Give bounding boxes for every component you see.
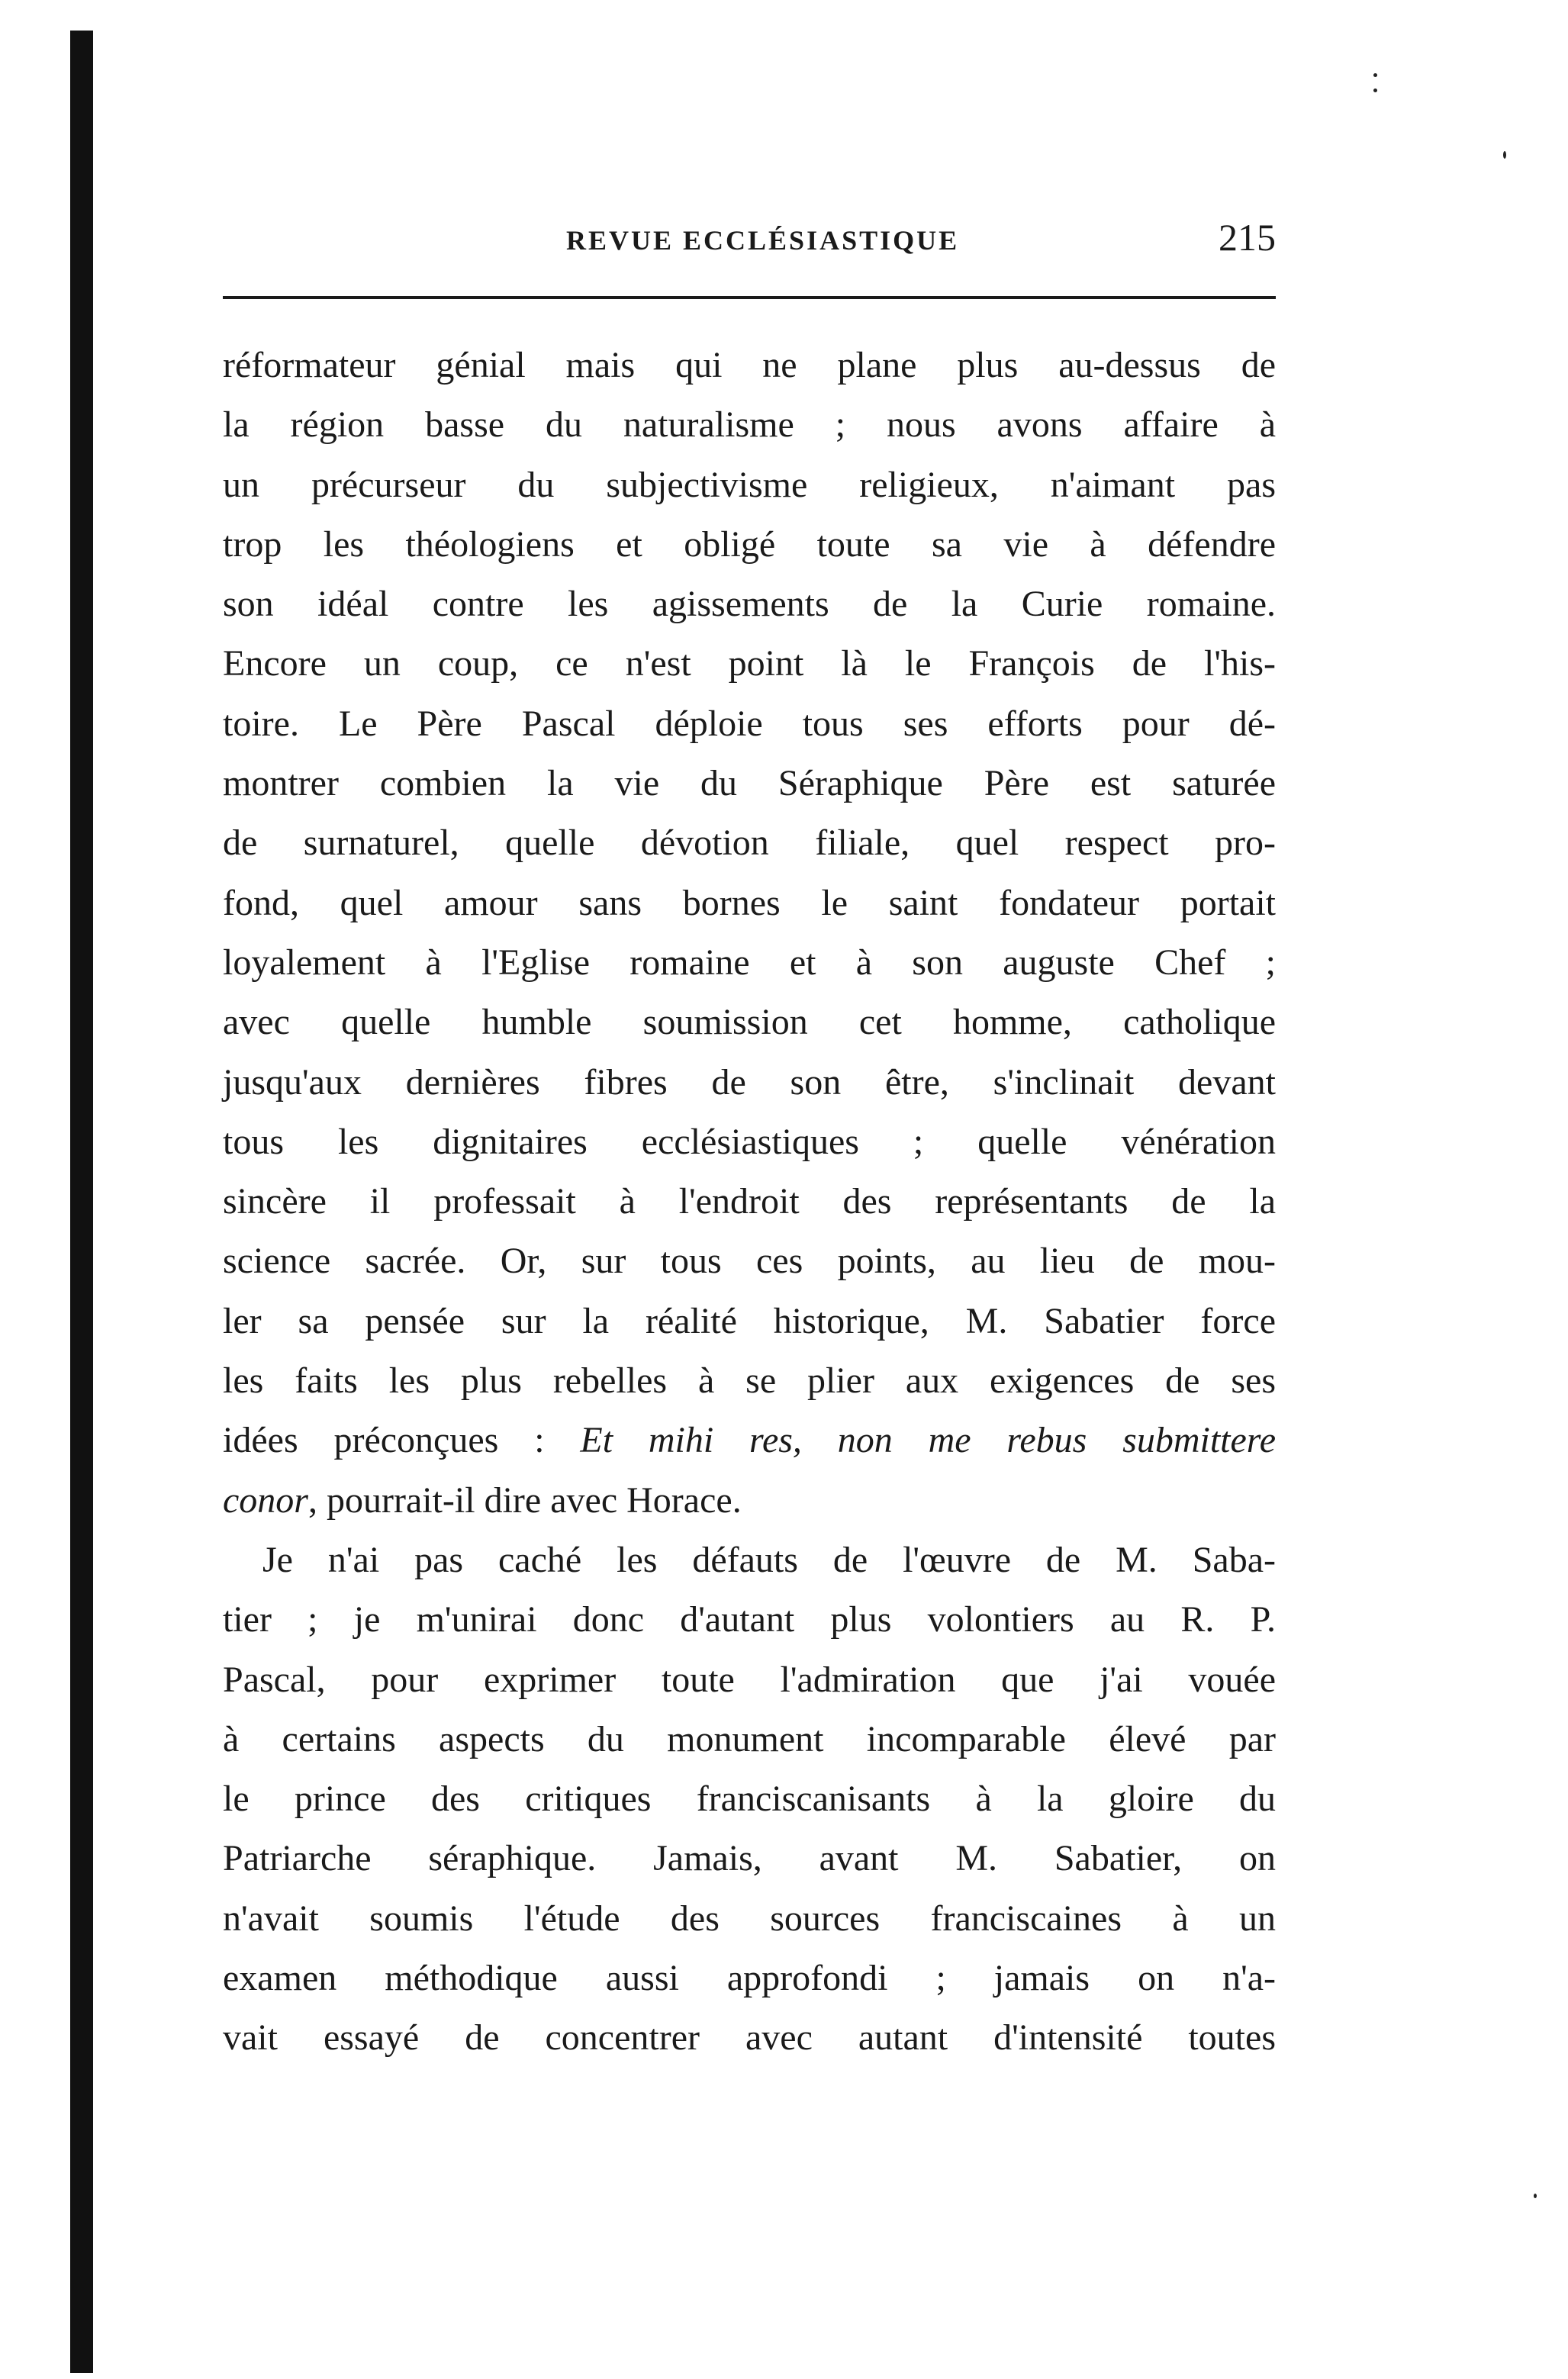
latin-quote: conor [223,1479,308,1521]
latin-quote: Et mihi res, non me rebus submittere [580,1420,1277,1461]
text-line: un précurseur du subjectivisme religieux, n'aimant pas [223,464,1276,505]
page-header [223,216,1276,267]
text-line: montrer combien la vie du Séraphique Père est saturée [223,763,1276,804]
body-text [223,336,1276,2068]
text-line: son idéal contre les agissements de la Curie romaine. [223,584,1276,625]
text-line: vait essayé de concentrer avec autant d'intensité toutes [223,2017,1276,2059]
text-line: Pascal, pour exprimer toute l'admiration que j'ai vouée [223,1659,1276,1700]
text-line: loyalement à l'Eglise romaine et à son auguste Chef ; [223,942,1276,983]
text-line: fond, quel amour sans bornes le saint fondateur portait [223,882,1276,923]
scan-speck [1373,89,1377,92]
text-line: jusqu'aux dernières fibres de son être, s'inclinait devant [223,1061,1276,1103]
text-line-with-latin-quote [223,1471,1276,1531]
text-segment: idées préconçues : [223,1420,581,1461]
text-line: réformateur génial mais qui ne plane plus au-dessus de [223,345,1276,385]
page-number: 215 [1219,216,1276,259]
text-line: examen méthodique aussi approfondi ; jamais on n'a- [223,1958,1276,1999]
text-line: tous les dignitaires ecclésiastiques ; quelle vénération [223,1121,1276,1162]
running-head: REVUE ECCLÉSIASTIQUE [566,225,960,256]
text-line: science sacrée. Or, sur tous ces points, au lieu de mou- [223,1241,1276,1282]
text-line: trop les théologiens et obligé toute sa vie à défendre [223,523,1276,565]
paragraph-first-line: Je n'ai pas caché les défauts de l'œuvre de M. Saba- [262,1539,1276,1580]
text-line: toire. Le Père Pascal déploie tous ses efforts pour dé- [223,703,1276,744]
text-line: sincère il professait à l'endroit des représentants de la [223,1181,1276,1222]
text-line-with-latin-quote [223,1411,1276,1470]
text-line: de surnaturel, quelle dévotion filiale, quel respect pro- [223,823,1276,864]
text-line: la région basse du naturalisme ; nous avons affaire à [223,404,1276,446]
text-segment: , pourrait-il dire avec Horace. [307,1479,742,1521]
text-line: Encore un coup, ce n'est point là le François de l'his- [223,643,1276,684]
header-rule [223,296,1276,299]
text-line: à certains aspects du monument incomparable élevé par [223,1718,1276,1759]
scan-speck [1373,73,1377,77]
scan-speck [1534,2194,1537,2198]
binding-edge [70,31,93,2373]
scan-speck [1503,151,1506,159]
text-line: ler sa pensée sur la réalité historique, M. Sabatier force [223,1300,1276,1341]
text-line: n'avait soumis l'étude des sources franciscaines à un [223,1898,1276,1939]
text-line: tier ; je m'unirai donc d'autant plus volontiers au R. P. [223,1599,1276,1640]
text-line: le prince des critiques franciscanisants à la gloire du [223,1779,1276,1820]
text-line: avec quelle humble soumission cet homme, catholique [223,1002,1276,1043]
text-line: Patriarche séraphique. Jamais, avant M. Sabatier, on [223,1838,1276,1879]
text-line: les faits les plus rebelles à se plier aux exigences de ses [223,1360,1276,1402]
